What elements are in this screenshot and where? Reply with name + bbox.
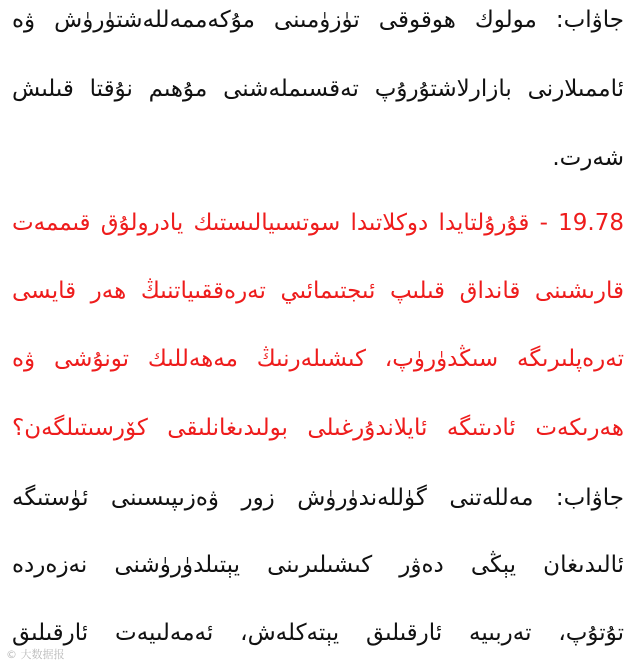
answer-line-2: ئاممىلارنى بازارلاشتۇرۇپ تەقسىملەشنى مۇھىم نۇقتا قىلىش (12, 76, 624, 102)
question-line-3: تەرەپلىرىگە سىڭدۈرۈپ، كىشىلەرنىڭ مەھەللىك تونۇشى ۋە (12, 346, 624, 372)
watermark-text: © 大数据报 (6, 648, 65, 661)
answer2-line-2: ئالىدىغان يېڭى دەۋر كىشىلىرىنى يېتىلدۈرۈشنى نەزەردە (12, 552, 624, 578)
question-line-2: قارىشىنى قانداق قىلىپ ئىجتىمائىي تەرەققىياتنىڭ ھەر قايسى (12, 278, 624, 304)
answer-line-1: جاۋاب: مولوك ھوقوقى تۈزۈمىنى مۇكەممەللەشتۈرۈش ۋە (12, 7, 624, 33)
answer2-line-1: جاۋاب: مەللەتنى گۈللەندۈرۈش زور ۋەزىپىسىنى ئۈستىگە (12, 485, 624, 511)
question-line-1: 19.78 - قۇرۇلتايدا دوكلاتىدا سوتسىيالىستىك يادرولۇق قىممەت (12, 210, 624, 236)
answer-line-3: شەرت. (552, 145, 624, 171)
question-line-4: ھەرىكەت ئادىتىگە ئايلاندۇرغىلى بولىدىغانلىقى كۆرسىتىلگەن؟ (12, 415, 624, 441)
answer2-line-3: تۇتۇپ، تەربىيە ئارقىلىق يېتەكلەش، ئەمەلىيەت ئارقىلىق (12, 620, 624, 646)
